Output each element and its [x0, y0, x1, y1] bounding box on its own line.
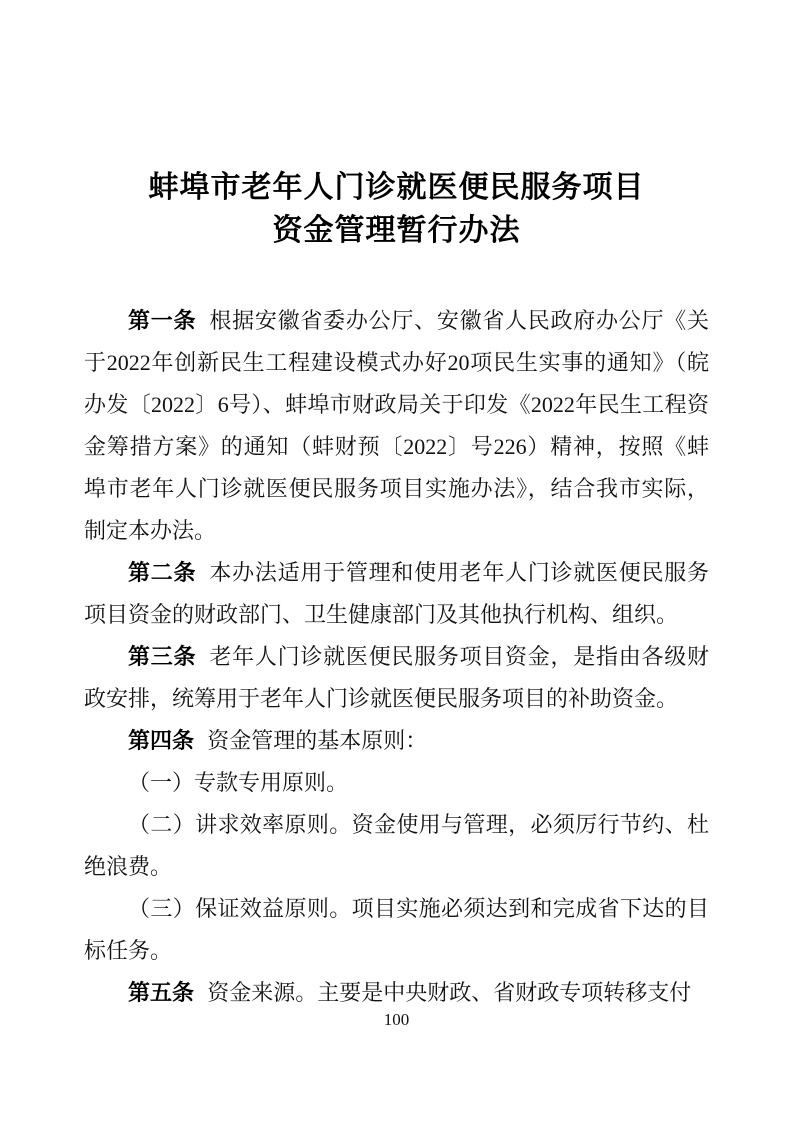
article-4-text: 资金管理的基本原则： — [207, 728, 428, 753]
principle-3-text: （三）保证效益原则。项目实施必须达到和完成省下达的目标任务。 — [84, 896, 709, 963]
article-1-text: 根据安徽省委办公厅、安徽省人民政府办公厅《关于2022年创新民生工程建设模式办好20项民生实事的通知》（皖办发〔2022〕6号）、蚌埠市财政局关于印发《2022年民生工程资金筹措方案》的通知（蚌财预〔2022〕号226）精神，按照《蚌埠市老年人门诊就医便民服务项目实施办法》，结合我市实际，制定本办法。 — [84, 308, 709, 543]
document-title-line2: 资金管理暂行办法 — [272, 214, 521, 247]
paragraph-article-1 — [84, 300, 709, 552]
paragraph-principle-2 — [84, 804, 709, 888]
article-1-label: 第一条 — [128, 308, 197, 333]
principle-2-text: （二）讲求效率原则。资金使用与管理，必须厉行节约、杜绝浪费。 — [84, 812, 709, 879]
article-3-text: 老年人门诊就医便民服务项目资金，是指由各级财政安排，统筹用于老年人门诊就医便民服务项目的补助资金。 — [84, 644, 709, 711]
paragraph-article-4 — [84, 720, 709, 762]
paragraph-article-2 — [84, 552, 709, 636]
article-5-label: 第五条 — [128, 980, 195, 1005]
article-2-label: 第二条 — [128, 560, 197, 585]
principle-1-text: （一）专款专用原则。 — [128, 770, 349, 795]
document-body — [84, 300, 709, 1014]
paragraph-principle-3 — [84, 888, 709, 972]
paragraph-article-5 — [84, 972, 709, 1014]
article-2-text: 本办法适用于管理和使用老年人门诊就医便民服务项目资金的财政部门、卫生健康部门及其他执行机构、组织。 — [84, 560, 709, 627]
document-title — [84, 166, 709, 252]
article-4-label: 第四条 — [128, 728, 195, 753]
paragraph-principle-1 — [84, 762, 709, 804]
document-content — [84, 0, 709, 1014]
article-5-text: 资金来源。主要是中央财政、省财政专项转移支付 — [207, 980, 692, 1005]
page-number: 100 — [383, 1010, 410, 1029]
article-3-label: 第三条 — [128, 644, 197, 669]
paragraph-article-3 — [84, 636, 709, 720]
document-title-line1: 蚌埠市老年人门诊就医便民服务项目 — [148, 171, 645, 204]
